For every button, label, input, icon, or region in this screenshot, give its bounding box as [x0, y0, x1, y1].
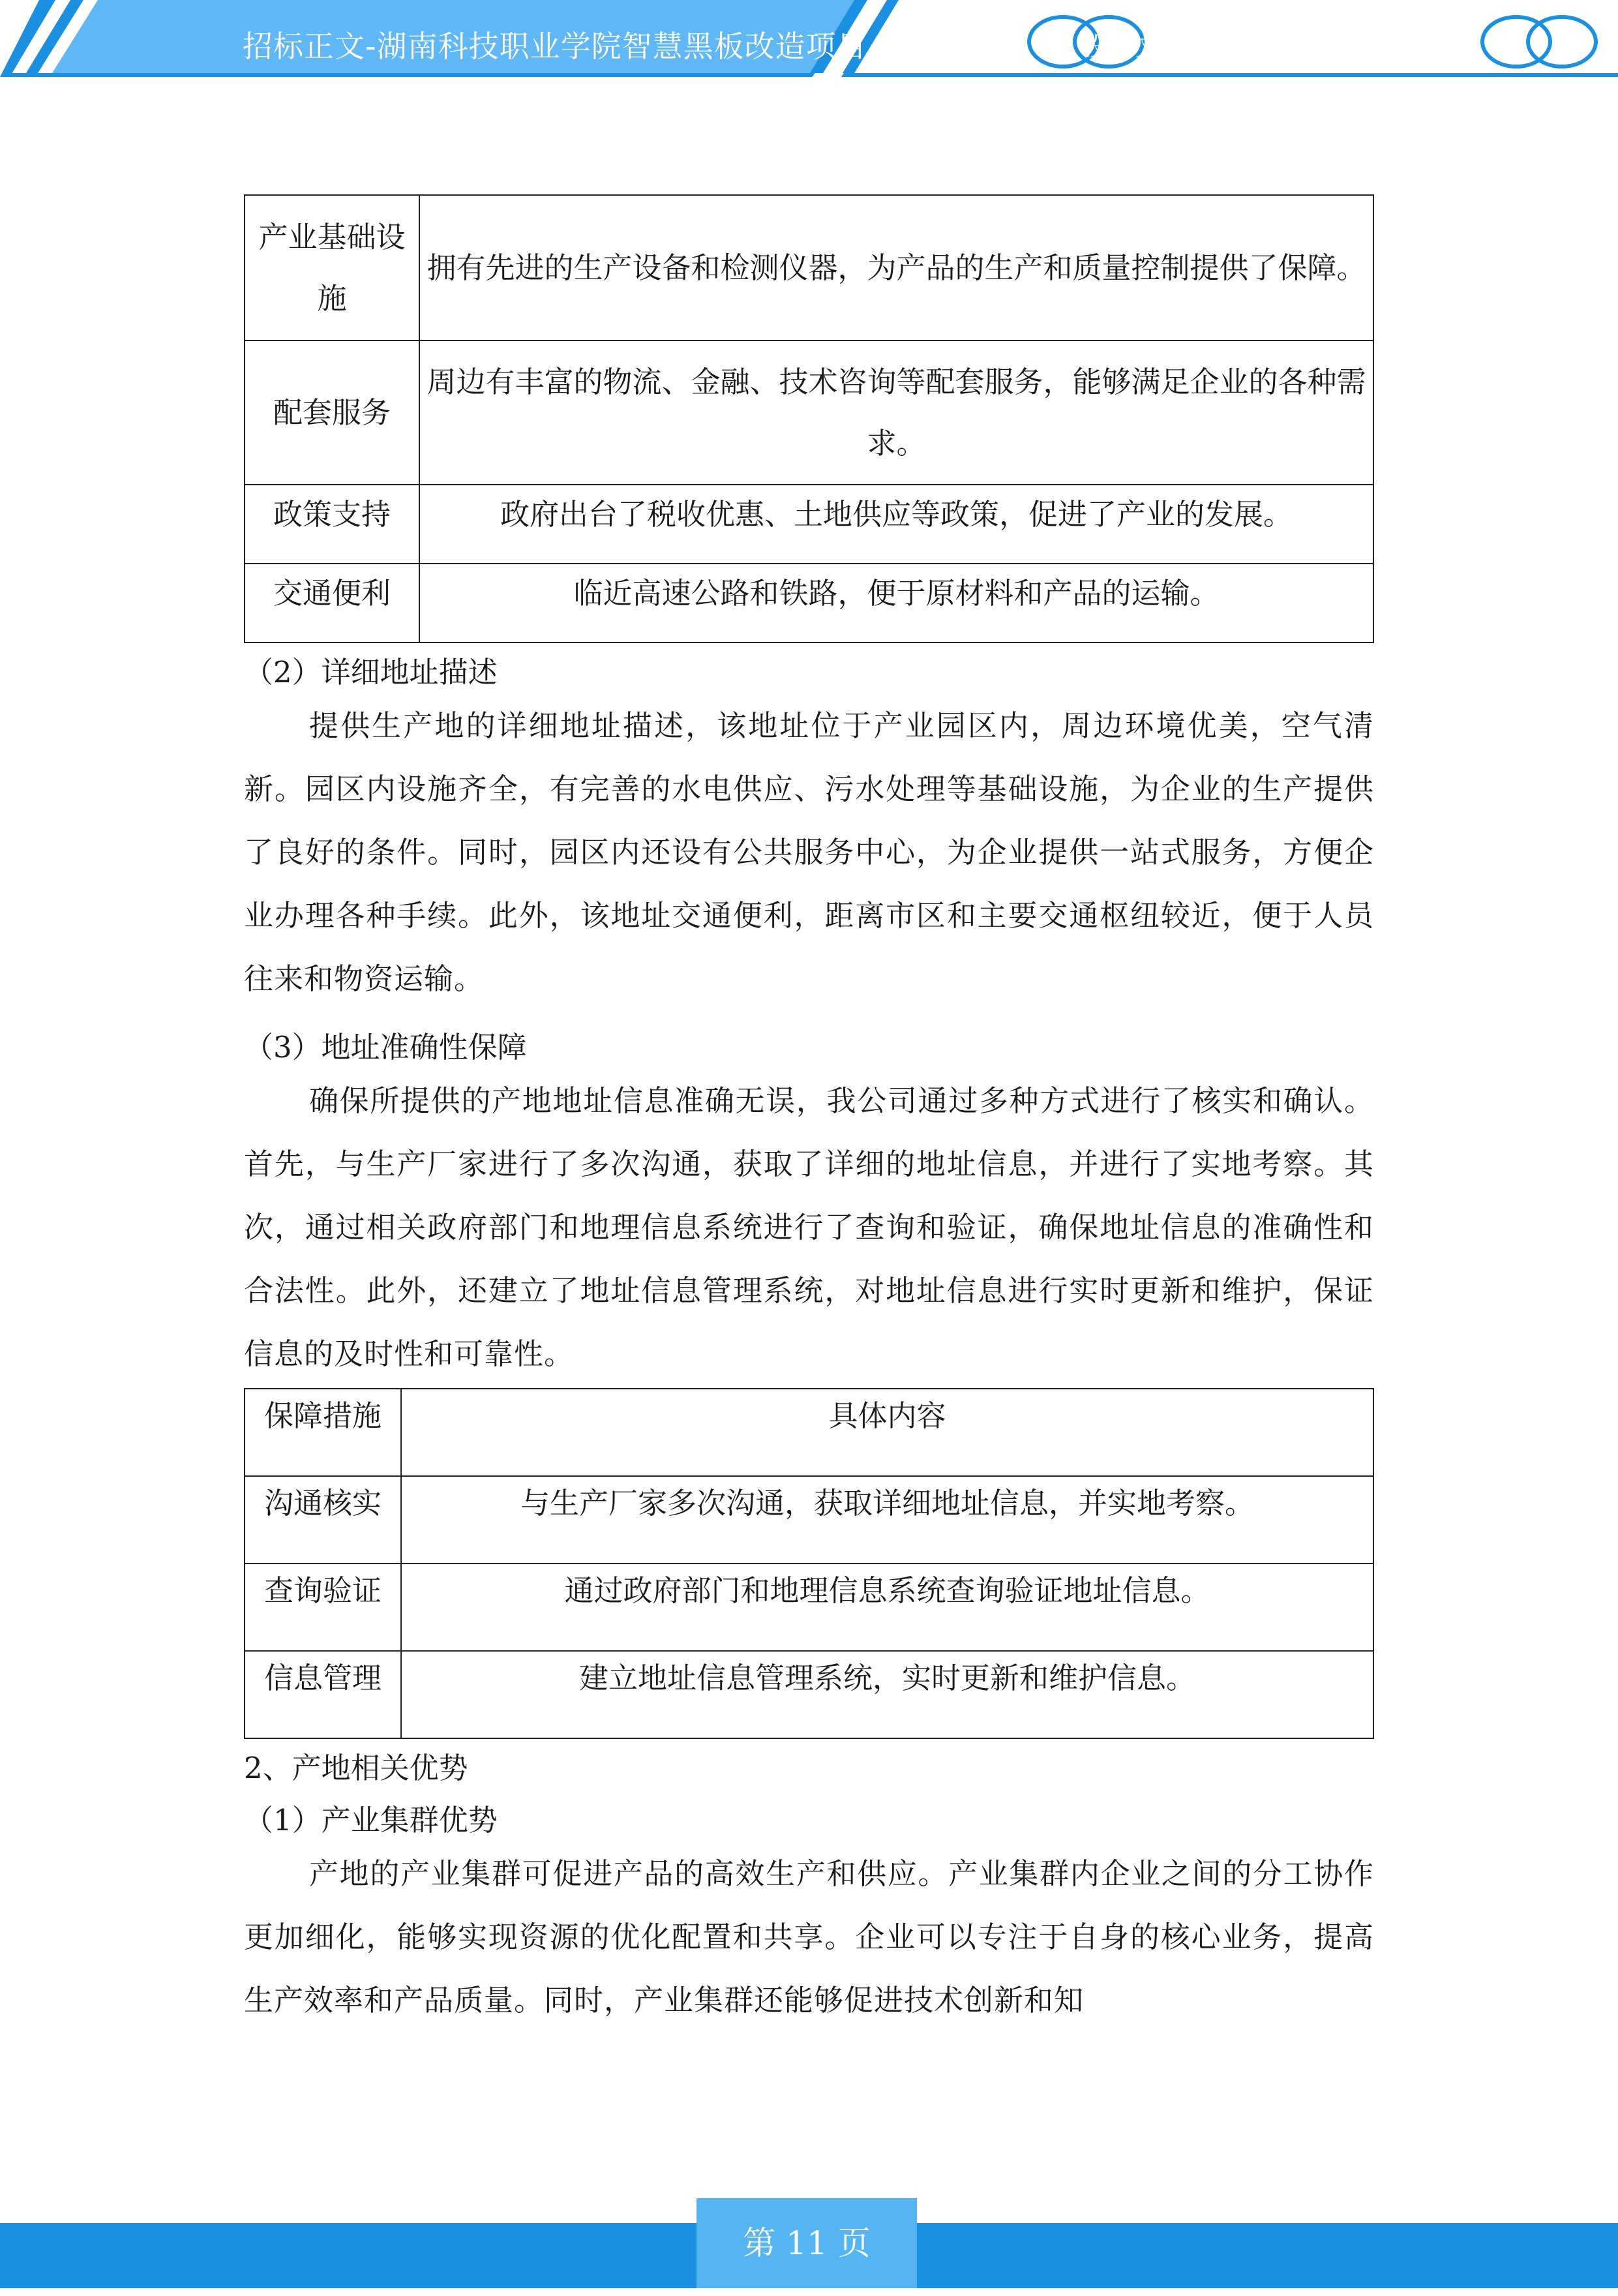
- page-header: [0, 0, 1618, 85]
- table-cell-key: 查询验证: [245, 1563, 401, 1651]
- table-cell-key: 交通便利: [245, 564, 419, 642]
- table-cell-value: 拥有先进的生产设备和检测仪器，为产品的生产和质量控制提供了保障。: [419, 195, 1373, 340]
- logo-rings-right: [1482, 17, 1596, 67]
- table-cell-value: 临近高速公路和铁路，便于原材料和产品的运输。: [419, 564, 1373, 642]
- document-body: [244, 194, 1374, 2032]
- table-cell-key: 信息管理: [245, 1651, 401, 1738]
- table-cell-key: 产业基础设施: [245, 195, 419, 340]
- paragraph-detail: 提供生产地的详细地址描述，该地址位于产业园区内，周边环境优美，空气清新。园区内设施齐全，有完善的水电供应、污水处理等基础设施，为企业的生产提供了良好的条件。同时，园区内还设有公共服务中心，为企业提供一站式服务，方便企业办理各种手续。此外，该地址交通便利，距离市区和主要交通枢纽较近，便于人员往来和物资运输。: [244, 708, 1374, 996]
- section-heading-accuracy: （3）地址准确性保障: [244, 1030, 527, 1065]
- section-heading-advantage: 2、产地相关优势: [244, 1751, 468, 1785]
- assurance-table: [244, 1388, 1374, 1739]
- table-cell-key: 政策支持: [245, 485, 419, 564]
- header-title: 招标正文-湖南科技职业学院智慧黑板改造项目: [243, 29, 867, 64]
- table-row: [245, 340, 1373, 485]
- page-number-box: [697, 2198, 917, 2288]
- table-row: [245, 1651, 1373, 1738]
- table-cell-value: 建立地址信息管理系统，实时更新和维护信息。: [401, 1651, 1373, 1738]
- table-cell-key: 沟通核实: [245, 1476, 401, 1563]
- paragraph-cluster: 产地的产业集群可促进产品的高效生产和供应。产业集群内企业之间的分工协作更加细化，能够实现资源的优化配置和共享。企业可以专注于自身的核心业务，提高生产效率和产品质量。同时，产业集群还能够促进技术创新和知: [244, 1856, 1374, 2017]
- facility-table: [244, 194, 1374, 643]
- table-row: [245, 485, 1373, 564]
- table-cell-value: 政府出台了税收优惠、土地供应等政策，促进了产业的发展。: [419, 485, 1373, 564]
- table-row: [245, 1476, 1373, 1563]
- header-subtitle: 投标文件: [1083, 31, 1187, 61]
- sub-heading-cluster: （1）产业集群优势: [244, 1803, 498, 1837]
- table-cell-value: 通过政府部门和地理信息系统查询验证地址信息。: [401, 1563, 1373, 1651]
- table-cell-key: 配套服务: [245, 340, 419, 485]
- table-row: [245, 564, 1373, 642]
- table-cell-value: 周边有丰富的物流、金融、技术咨询等配套服务，能够满足企业的各种需求。: [419, 340, 1373, 485]
- paragraph-accuracy: 确保所提供的产地地址信息准确无误，我公司通过多种方式进行了核实和确认。首先，与生产厂家进行了多次沟通，获取了详细的地址信息，并进行了实地考察。其次，通过相关政府部门和地理信息系统进行了查询和验证，确保地址信息的准确性和合法性。此外，还建立了地址信息管理系统，对地址信息进行实时更新和维护，保证信息的及时性和可靠性。: [244, 1083, 1374, 1371]
- section-heading-detail: （2）详细地址描述: [244, 655, 498, 689]
- table-row: [245, 1563, 1373, 1651]
- table-header-value: 具体内容: [401, 1389, 1373, 1476]
- page-number: 第 11 页: [743, 2224, 871, 2262]
- table-cell-value: 与生产厂家多次沟通，获取详细地址信息，并实地考察。: [401, 1476, 1373, 1563]
- table-header-key: 保障措施: [245, 1389, 401, 1476]
- table-header-row: [245, 1389, 1373, 1476]
- table-row: [245, 195, 1373, 340]
